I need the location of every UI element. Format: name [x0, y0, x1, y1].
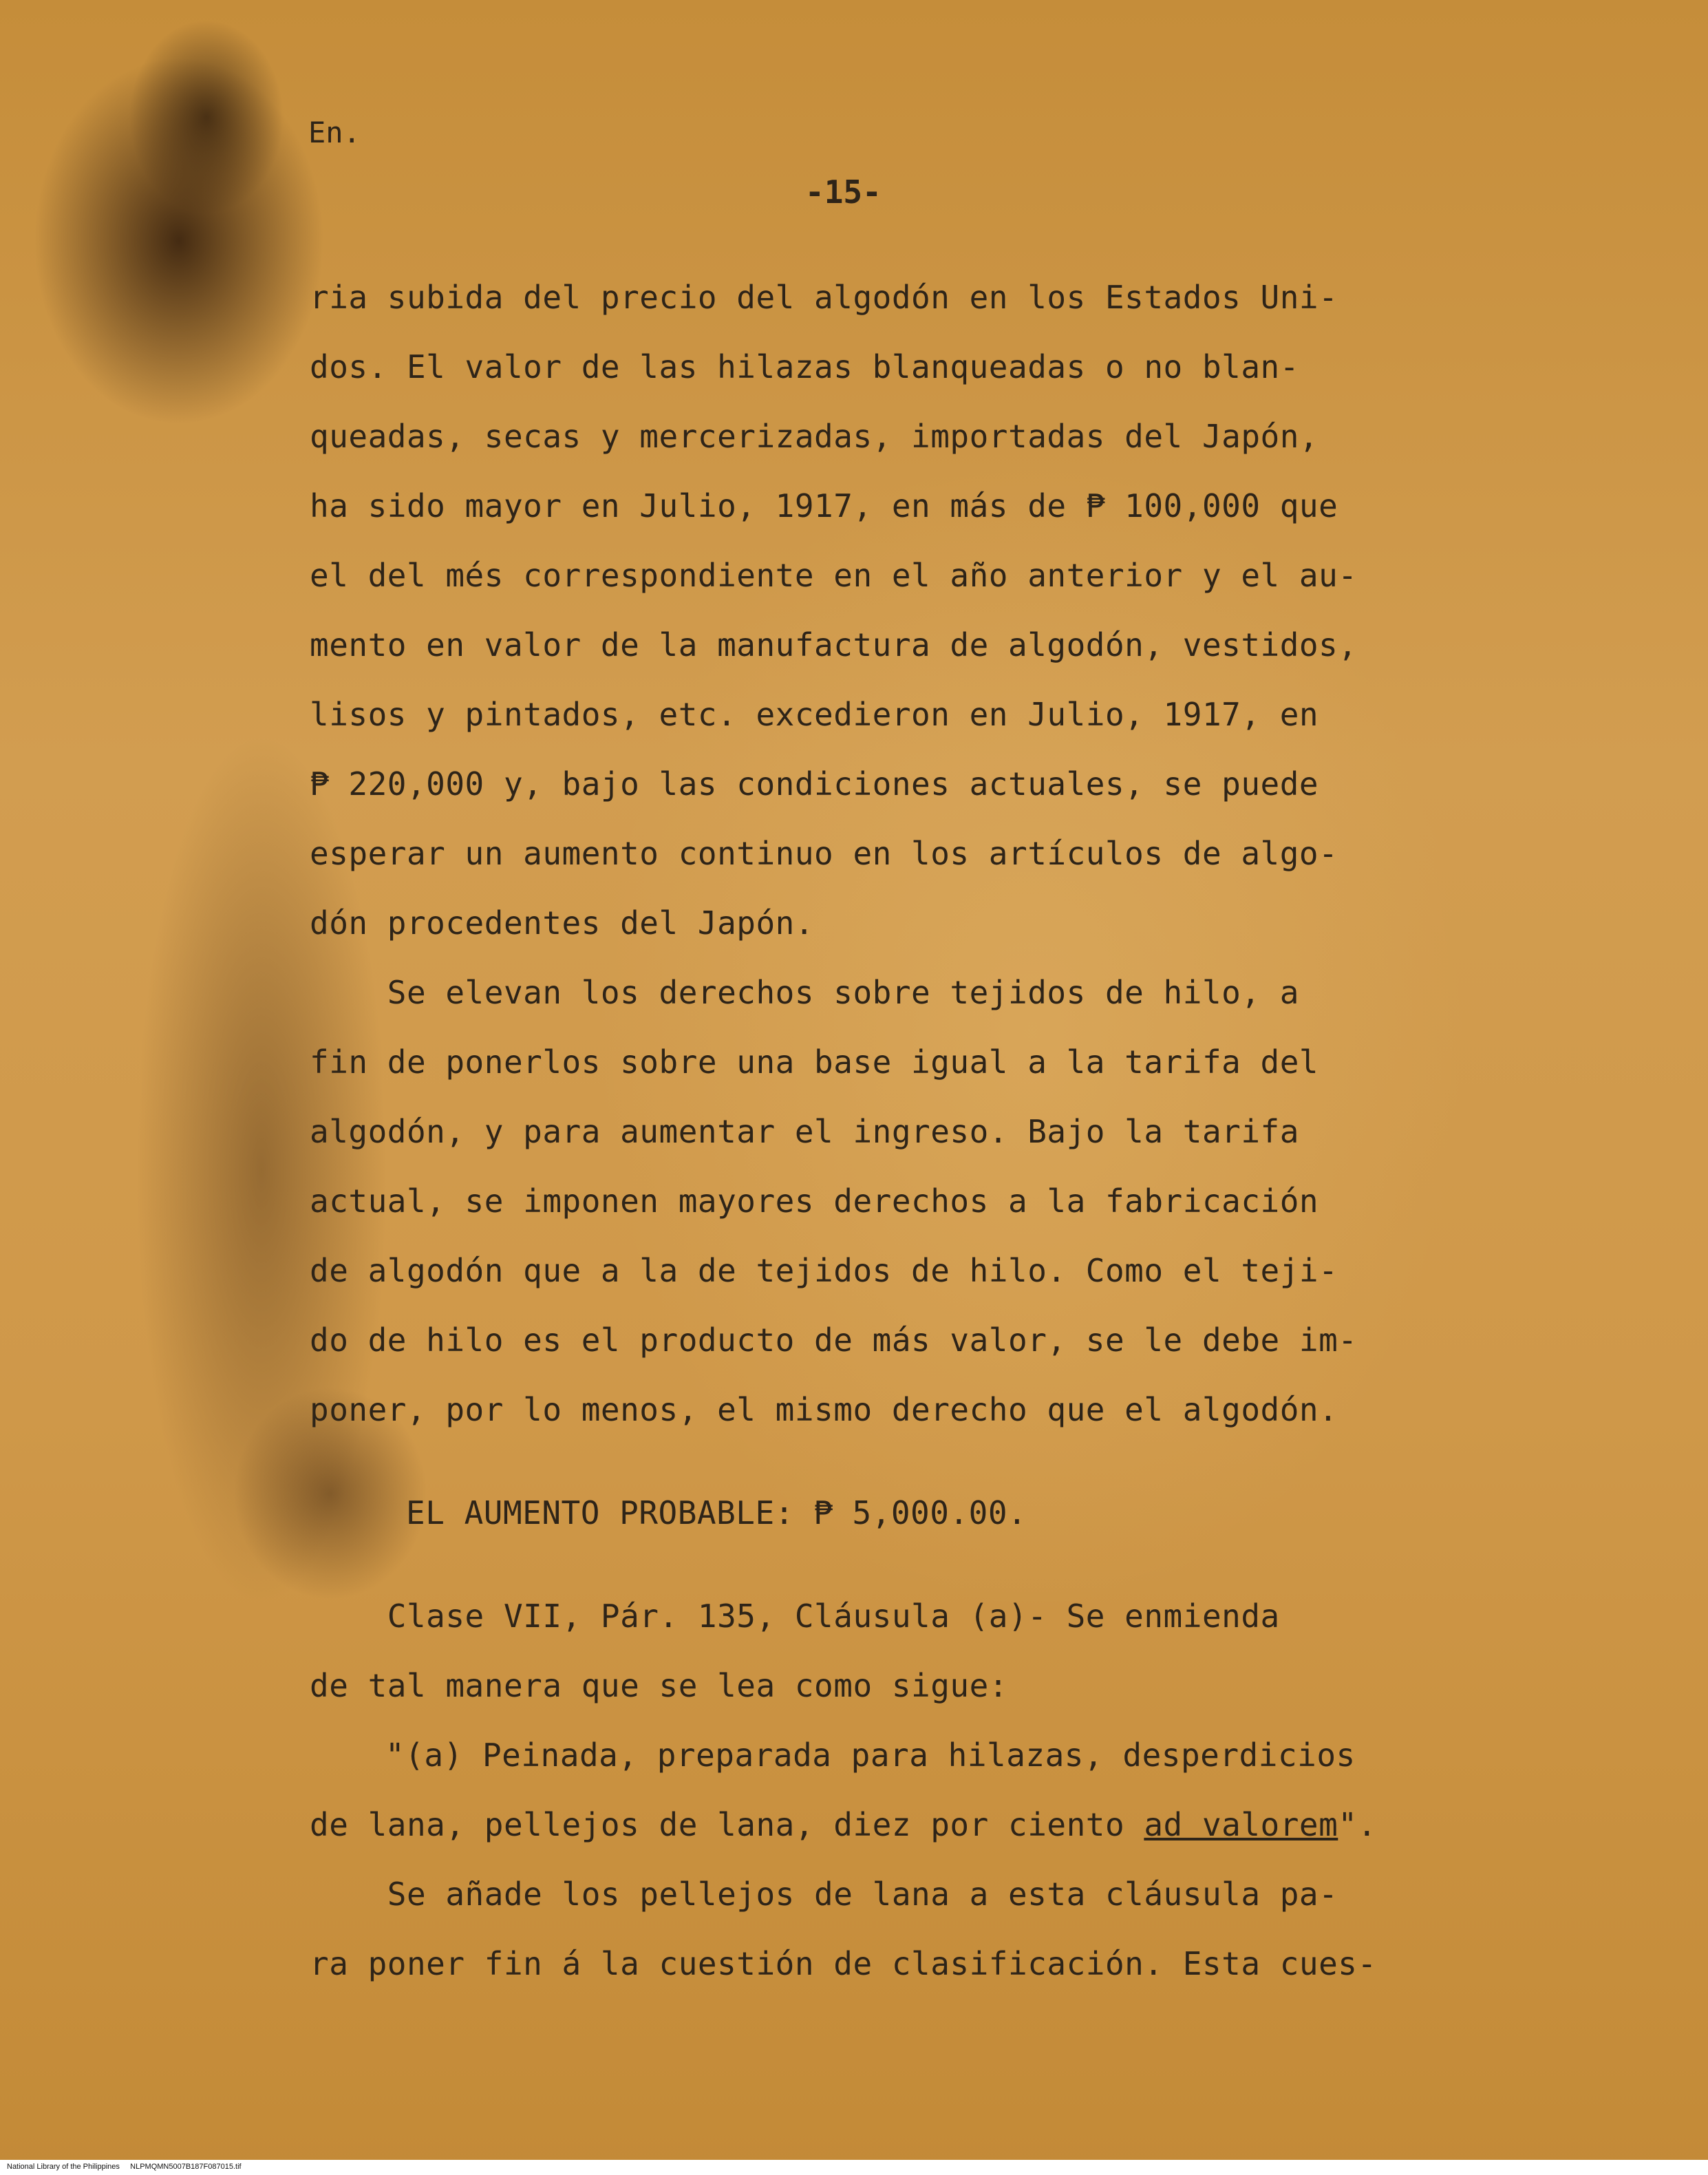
section-heading: EL AUMENTO PROBABLE: ₱ 5,000.00.	[406, 1494, 1027, 1531]
body-line: actual, se imponen mayores derechos a la fabricación	[310, 1182, 1319, 1220]
quote-line	[310, 1805, 1377, 1844]
body-line: Se elevan los derechos sobre tejidos de hilo, a	[310, 974, 1299, 1011]
footer-bar	[0, 2160, 1708, 2175]
body-line: do de hilo es el producto de más valor, se le debe im-	[310, 1322, 1358, 1359]
page-number: -15-	[805, 173, 882, 211]
body-line: ₱ 220,000 y, bajo las condiciones actuales, se puede	[310, 765, 1319, 803]
quote-close: ".	[1338, 1806, 1377, 1843]
body-line: ria subida del precio del algodón en los Estados Uni-	[310, 279, 1338, 316]
body-line: dos. El valor de las hilazas blanqueadas o no blan-	[310, 348, 1299, 385]
body-line: queadas, secas y mercerizadas, importadas del Japón,	[310, 418, 1319, 455]
body-line: ha sido mayor en Julio, 1917, en más de ₱ 100,000 que	[310, 487, 1338, 524]
clause-line: de tal manera que se lea como sigue:	[310, 1667, 1008, 1704]
body-line: ra poner fin á la cuestión de clasificación. Esta cues-	[310, 1945, 1377, 1982]
body-line: de algodón que a la de tejidos de hilo. Como el teji-	[310, 1252, 1338, 1289]
quote-line: "(a) Peinada, preparada para hilazas, desperdicios	[385, 1737, 1356, 1774]
archive-footer: National Library of the Philippines NLPMQMN5007B187F087015.tif	[7, 2163, 242, 2171]
body-line: fin de ponerlos sobre una base igual a la tarifa del	[310, 1043, 1319, 1081]
body-line: dón procedentes del Japón.	[310, 904, 815, 942]
body-line: poner, por lo menos, el mismo derecho que el algodón.	[310, 1391, 1338, 1428]
underlined-term: ad valorem	[1144, 1806, 1338, 1843]
corner-mark: En.	[308, 116, 361, 149]
body-line: esperar un aumento continuo en los artículos de algo-	[310, 835, 1338, 872]
body-line: lisos y pintados, etc. excedieron en Julio, 1917, en	[310, 696, 1319, 733]
body-line: el del més correspondiente en el año anterior y el au-	[310, 557, 1358, 594]
clause-line: Clase VII, Pár. 135, Cláusula (a)- Se enmienda	[310, 1598, 1280, 1635]
body-line: mento en valor de la manufactura de algodón, vestidos,	[310, 626, 1358, 664]
quote-text: de lana, pellejos de lana, diez por ciento	[310, 1806, 1144, 1843]
body-line: Se añade los pellejos de lana a esta cláusula pa-	[310, 1876, 1338, 1913]
body-line: algodón, y para aumentar el ingreso. Bajo la tarifa	[310, 1113, 1299, 1150]
